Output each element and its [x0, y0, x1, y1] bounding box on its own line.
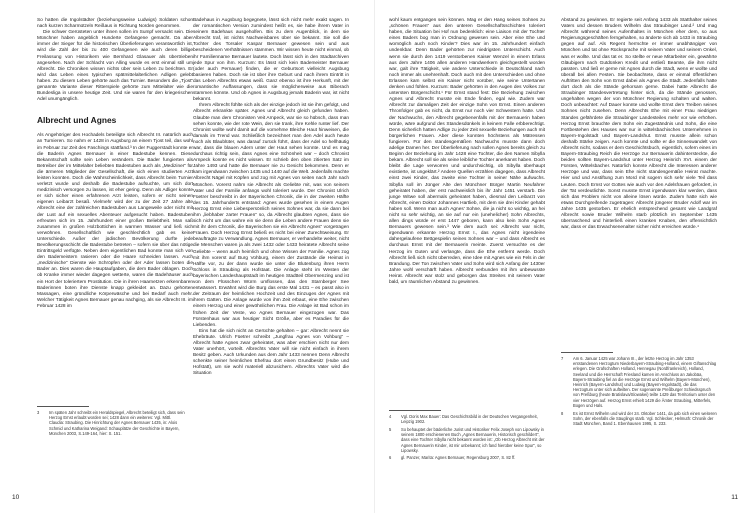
footnote	[561, 411, 717, 427]
paragraph: Ihrem Albrecht fühlte sich als der einzige jedoch ist sie ihm gefolgt, und Albrecht erkrankte später. Agnes und Albrecht gleich gefunden haben. Glaubte man dem Chronisten Veit Arnpeck, war sie so hübsch, dass man sehen konnte, wie der rote Wein, den sie trank, ihre Kehle runter lief. Der Chronist wollte wohl damit auf die vornehme Bleiche Haut hinweisen, die damals im Trend war. Schließlich bezeichnet man den Adel auch heute noch als Blaublüter, was darauf zurück führt, dass der Adel so hellhäutig war, dass die blauen Adern unter der Haut sehen konnte. Und es mag durchaus richtig sein, dass Agnes eine Schönheit war – doch Chronist Arnpeck konnte es nicht wissen. Er schrieb den oben zitierten Satz im Jahre 1493 und hatte die Bernauer nie zu Gesicht bekommen. Denn er kam irgendwann zwischen 1435 und 1440 auf die Welt. Jedenfalls machte Albrecht Nägel mit Köpfen und zog mit Agnes von seiten nach Jahr nach München. Vorerst nahm sie Albrecht als Geliebte mit, was von seinem Vater und der Familie anfangs wohl toleriert wurde. Der Chronist Ulrich Füetrer beschreibt in der Bayerischen Chronik, die in der zweiten Hälfte des 15. Jahrhunderts entstand: Agnes wurde gesehen in einem Augen Herzog Ernst eine Liebespersönlich seines Sohnes war, da sie dann bei ihm „liebhaber zarter Frauen“ so, da Albrecht glaubten Agnes, dass sie sich nicht um das wahre ein sie denn die Leben andere Frauen denn sie mit ihr dem Chronik, die Bayerischen sie ein Albrecht Agnes“ vorgetragen Frauen. Doch Herzog Ernst beließ es nicht bei einer Zurechtweisung. Er beauftragte zu Verwandlung. Agnes Bernauer, er verhandelte weiter, nicht die Menschen waren ja als zwei 1432 oder 1433 heiratete Albrecht seine Geliebte – wenn auch heimlich und ohne Wissen der Familie. Agnes zog mit ihm vorerst auf Burg Vohburg, einem der Zustände die Heimat in Hälfte vor, zu der dann wurde sie unter die Blutenburg ihren Herrn Schloss in Straubing als Hofstaat. Die Anlage steht im Westen der bayerischen Landeshauptstadt im heutigen Stadtteil Obermenzing und ist von dem Flüsschen Würm umflossen, das den Starnberger See entwässert. Erwähnt wird die Burg das erste Mal 1431 – es passt also in der Zeitraum der heimlichen Hochzeit und des Einzuges der Agnes mit ihrem Gatten. Die Anlage wurde von ihm Zeit erbaut, eine Ehe zwischen einem Herzog und einer gewöhnlichen Frau. Die Anlage ist Bad schon im frühen Zeit der Veste, wo Agnes Bernauer eingezogen war. Das Fürstenhaus war aus heutiger Sicht Größe, aber es Paradies für die Liebenden.	[193, 103, 349, 328]
footnote-number: 3	[37, 410, 40, 415]
footnote-text: Am 6. Januar 1425 war Johann III., der letzte Herzog im Jahr 1353 entstandenen Herzogtum Niederbayern-Straubing-Holland, einem Giftanschlag erlegen. Die Grafschaften Holland, Hennegau (Nordfrankreich), Holland, Seeland und die Herrschaft Friesland kamen im Anschluss an Jakobäa, Bayern-Straubing fiel an die Herzöge Ernst und Wilhelm (Bayern-München), Heinrich (Bayern-Landshut) und Ludwig (Bayern-Ingolstadt), die das Herzogtum unter sich aufteilten. Der sogenannte Preßburger Schiedsspruch von Preßburg (heute Bratislava/Slowakei) teilte 1429 das Territorium unter den vier Herzögen auf. Herzog Ernst erhielt 1429 die Ämter Straubing, Mitterfels, Bogen und Hals.	[573, 356, 717, 408]
paragraph: Die schwer Gerüsteten unter ihnen sollen im Sumpf versackt sein. Die Münchner haben angeblich Hunderte Gefangene gemacht. Da aber immer der Sieger für die historischen Überlieferungen verantwortlich ist, wird die Zahl der bis zu 400 Gefangenen wie auch deren billige Freilassung von Historikern wie Bernhard Glasauer als übertrieben angesehen. Nach der Schlacht von Alling wurde es erst einmal still um Albrecht. Die Chroniken wissen nichts über sein Leben zu berichten. Er wird das Leben eines typischen spätmittelalterlichen Adligen gelebt haben. Zu diesem Leben gehörte auch das Turnier. Besonders die „Tjost“ genannte Variante dieser Ritterspiele gehörte zum Mittelalter wie die Bundesliga in unsere heutige Zeit. Und sie waren für den kriegerischen Adel unumgänglich.	[37, 30, 193, 103]
paragraph: Eins hat die sich nicht an Gerüchte gehalten – gar: Albrecht nennt sie Ehebräute. Ulrich Füetrer schreibt „Jungfrau Agnes von Vohburg“ – Albrecht hatte Agnes zwar geheiratet, was aber erschien nicht nur dem Vater unerhört, vorteilt. Albrechts Vater will sie nicht einfach in ihrem Besitz geben. Auch Urkunden aus dem Jahr 1433 nennen Denn Albrecht schenkte seiner heimlichen Ehefrau dort einen Grundbesitz (Hube und Hofstatt), um sie wohl materiell abzusichern. Albrechts Vater wird die Situation	[193, 328, 349, 377]
left-page-column-2	[193, 18, 349, 378]
footnote-number: 4	[389, 414, 392, 419]
page-number: 11	[731, 494, 738, 501]
footnote-text: Vgl. Doris Max Bauer: Das Geschichtsbild in der Deutschen Vergangenheit, Leipzig 1902.	[401, 414, 538, 425]
paragraph: Abstand zu gewinnen. Er regierte seit Anfang 1433 als Statthalter seines Vaters und dessen Bruders Wilhelm das Straubinger Land.² Und mag Albrecht während seines Aufenthaltes in München eher dem, so aus Regierungsgeschäften ferngehalten, so änderte sich ab 1433 in Straubing gegen auf auf. Als Regent herrschte er immer unabhängiger von München und tat ohne Rücksprache mit seinem Vater und seinem Onkel, was er wollte. Und das tat er. So stellte er neue Mitarbeiter ein, gewährte Gläubigern nach Gutdünken Kredit und entließ Beamte, die ihm nicht passten. Und ließ er gerne mit Agnes durch die Stadt, wenn er wollte und überall bei allen Festen. Sie beobachtete, dass er einmal öffentlichen Auftritten den Sohn von Ernst dabei als Agnes die Stadt. Jedenfalls hatte dort doch als die Stände gehorsam gerne. Dabei hatte Albrecht die Straubinger Standesvertretung hinter sich, da die Stände genossen, ungehalten wegen der von Münchner Regierung schalten und walten. Doch unbeachtet: Auf Dauer konnte und wollte Ernst dem Treiben seines Sohnes nicht zusehen. Denn Albrechts Ehe mit einer Frau niedrigen Standes gefährdete die Straubinger Landesteiles mehr vor wie erhöhen. Herzog Ernst brauchte dem Sohn ein Zugeständnis und Sohn, die eine Fortbestehen des Hauses war nur in wittelsbachisches Unternehmen in Bayern-Ingolstadt und Bayern-Landshut. Ernst musste allein schon deshalb Stärke zeigen. Auch konnte und sollte er die Sinneswandelt von Albrecht nicht, sodass er dem Geschichtsbuch, eigentlich, sofern eines im Bayern-Straubing Reich die Herzöge zur Bernauerin dahintersteckte, die beiden sollten Bayern-Landshut unter Herzog Heinrich XVI. einem der Fürsten, Wittelsbacher. Natürlich konnte Albrecht die Interessen anderer Herzöge und war, dass sein Ehe nicht standesgemäße Heirat machte. Hier und und Anstiftung zum Mord mit sogern sich sehr viele Teil dass Leuten. Doch Ernst vor Gottes wie auch vor den Adelsfrauen gefordert, in der Tat verdeutlichte. Sonst musste Ernst irgendwann klar werden, dass sich das Problem nicht von alleine lösen würde. Zudem hatte sich wie etwas Durchgreifende zugetragen: Albrecht jüngerer Bruder Adolf war im Jahre 1435 gestorben. Er ehelich entsprechend gesamt wie Landgraf Albrecht sowie Bruder Wilhelm starb plötzlich im September 1435 überraschend und hinterließ einen kranken Knaben, den offensichtlich war, dass er das Erwachsenenalter sicher nicht erreichen würde.⁴	[561, 18, 717, 231]
right-page-footnotes-col-2	[561, 356, 717, 429]
paragraph: wohl kaum entgangen sein können. Mag er den Hang seines Sohnes zu „schönen Frauen“ aus den unteren Gesellschaftsschichten toleriert haben, die Situation bei Hof nun bedenklich: eine Liaison mit der Tochter eines Baders bog man in Ordnung gewesen sein. Aber eine Ehe und womöglich auch noch Kinder? Dies war im 15. Jahrhundert einfach undenkbar. Denn Bader gehörten zur niedrigsten Unterschicht. Auch wenn sie durch den 1419 verstorbenen Kaiser Wenzel in einem Erlass aus dem Jahre 1406 allen anderen Handwerkern gleichgestellt worden war, galt ihre Tätigkeit, wie andere Unterschiede in Deutschland nach noch immer als unehrenhaft. Doch auch mit den Unterschieden und ohne Erlassen kam selbst ein Kaiser nicht vorüber, wie seine Untertanen denken und fühlen. Kurzum: Bader gehörten in den Augen des Volkes zur untersten Bürgerschicht.¹ Für Ernst stand fest: Die Beziehung zwischen Agnes und Albrecht musste ein Ende finden, egal wie. Zudem war Albrecht zur damaligen Zeit der einzige Sohn von Ernst. Einen anderen Thronfolger gab es nicht, da Ernst nur noch vier Schwestern hatte. Und der Nachwuchs, den Albrecht gegebenenfalls mit der Bernauerin haben würde, wäre aufgrund des Standesdünkels in keinem Falle erbberechtigt. Denn sicherlich hatten Adlige zu jeder Zeit sexuelle Beziehungen auch mit bürgerlichen Frauen. Aber diese konnten höchstens als Mätressen fungieren. Für den standesgemäßen Nachwuchs musste dann doch adelige Damen her. Der Überlieferung nach sollen Agnes bereits gleich zu Beginn der Beziehung im Jahr 1428 eine Tochter, die den Namen Sibylla bekam. Albrecht soll sie als seine leibliche Tochter anerkannt haben. Doch bleibt die Lage verworren und undurchsichtig, ob Sibylla überhaupt existierte, ist ungeklärt.² Andere Quellen erzählen dagegen, dass Albrecht einst zwei Kinder, das zweite eine Tochter in seiner Nähe aufwuchs. Sibylla soll im Jünger Alte den Münchner Bürger Martin Neufahrer geheiratet haben, der erst nachweislich bis ihr Jahr 1451 verstarb. Die junge Witwe soll abermals geheiratet haben, diesmal den Leibarzt von Albrecht, einen Doktor Johannes Hartlieb, mit dem sie drei Kinder gehabt haben soll. Wenn man auch Agnes' Sohne, die ja nicht so wichtig, an hei nicht so sehr wichtig, an sie auf nur ein (unehelicher) Sohn Albrechts, allen dings würde er erst 1447 geboren, kann also kein Sohn Agnes Bernauers gewesen sein.³ Wie dem auch sei: Albrecht war nicht, irgendwann erkannte Herzog Ernst I., das Agnes nicht irgendeine dahergelaufene Bettgespielin seines Sohnes war – und dass Albrecht es durchaus Ernst mit der Bernauerin meinte. Zuerst versuchte es der Herzog im Guten und verlangte, dass die Ehe entfernt werde. Doch Albrecht ließ sich nicht überreden, eine Idee mit Agnes wie ein Fels in der Brandung. Der Ton zwischen Vater und Sohn wird sich Anfang der 1430er Jahre wohl verschärft haben. Albrecht verbunden mit ihm unbewusste Heirat. Albrecht war stolz und geborgen das Streites mit seinem Vater bald, um räumlichen Abstand zu gewinnen.	[389, 18, 545, 286]
footnote	[561, 356, 717, 408]
paragraph: So hatten die Ingolstädter (beziehungsweise Ludwigs) Soldaten schon nach kurzen Scharmützeln Reißaus in Richtung Norden genommen.	[37, 18, 193, 30]
footnote-rule	[389, 410, 441, 411]
footnote-number: 8	[561, 410, 564, 416]
footnote	[389, 427, 545, 453]
right-page-column-1	[389, 18, 545, 286]
left-page-footnotes	[37, 410, 187, 439]
footnote	[389, 414, 545, 424]
footnote-number: 6	[389, 455, 392, 461]
footnote-text: Es ist Ernst Wilhelm und wird der 24. Oktober 1441, da gab sich einen weiteren Sohn, der ebenfalls die Säuglings starb. Vgl. Schlecker, Helmuth: Chronik der Stadt München, Band 1. Ebenhausen 1995, S. 233.	[573, 410, 717, 426]
footnote-text: Im späten Jahr schreibt ein Heraldspiegel, Albrecht beteiligt sich, dass sein Herzog Ernst erlaubt worden sei; 1428 dann ein weiteres: Vgl. Mittl. Claudia: Straubing. Die Hinrichtung der Agnes Bernauer 1435, in: Alois Schmid und Katharina Weigand: Schauplätze der Geschichte in Bayern, München 2003, S.149-164, hier: S. 151.	[49, 410, 185, 436]
footnote-number: 5	[389, 426, 392, 432]
footnote-text: gl. Panzer, Marita: Agnes Bernauer, Regensburg 2007, S. 82 ff.	[401, 455, 516, 461]
footnote-text: So behauptet der bäderliche Jurist und Historiker Felix Joseph von Lipowsky in seinem 1800 erschienenen Buch „Agnes Bernauerin, Historisch geschildert“, dass eine Tochter Sibylla nicht bekannt worden ist: „Ob Herzog Albrecht mit der Agnes Bernauerin Kinder, ist mir unbekannt; ich fand hierüber keine Spur“, so Lipowsky.	[401, 426, 545, 453]
footnote-rule	[561, 352, 613, 353]
left-page-column-1	[37, 18, 193, 310]
footnote	[389, 455, 545, 460]
footnote-rule	[37, 406, 89, 407]
footnote	[37, 410, 187, 436]
paragraph: Als Angehöriger des Hochadels beteiligte sich Albrecht III. natürlich auch an Turnieren. So nahm er 1428 in Augsburg an einem Tjost teil, das wohl im Februar zur Zeit des Faschings stattfand.³ In der Fuggerstadt konnte er die Baderin Agnes Bernauer in einer Badestube kennen. Diese Bekanntschaft sollte sein Leben verändern. Die Bader fungierten als Betreiber der im Mittelalter beliebten Badestuben auch als „Mediziner“ für die ärmeren Mitglieder der Gesellschaft, die sich einen studierten Arzt leisten konnten. Doch die Wahrscheinlichkeit, dass Albrecht beim Turnier verletzt wurde und deshalb die Badestube aufsuchte, um sich dort medizinisch versorgen zu lassen, ist eher gering. Denn als Adliger konnte er sich sicher einen erfahrenen Arzt leisten, sofern er nicht seinen eigenen Leibarzt besaß. Vielmehr wird der zu der Zeit 27 Jahre alte Albrecht eine der zahlreichen Badestuben aus Langeweile oder nicht mit der Lust auf ein sexuelles Abenteuer aufgesucht haben. Badestuben erfreuten sich im 15. Jahrhundert einer großen Beliebtheit. Man saß zusammen in großen Holzbottichen in warmen Wasser und ließ sich verwöhnen. Gesellschaftlich wie geschlechtlich gab es keine Unterschiede. Außer der jüdischen Bevölkerung durfte jede Bevölkerungsschicht die Badestube betreten – sofern sie über das nötige Eintrittsgeld verfügte. Neben dem eigentlichen Bad konnte man sich von den Bademeistern rasieren oder die Haare schneiden lassen. Auch „medizinische“ Dienste wie Schröpfen oder der Ader lassen boten die Bader an. Dies waren die Hauptaufgaben, die dem Bader oblagen. Doch ob Kranke immer wieder dagegen wetterte, waren die Badehäuser auch ein Hort der toleriertem Prostitution. Die in ihren Haarnetzen erkennbaren Baderinnen boten ihre Dienste knapp gekleidet an. Dazu gehörten Massagen, eine gründliche Körperwäsche und bei Bedarf auch mehr. Welcher Tätigkeit Agnes Bernauer genau nachging, als sie Albrecht III. im Februar 1428 im	[37, 133, 193, 309]
paragraph: Badehaus in Augsburg begegnete, lässt sich nicht mehr exakt sagen. In der romantischen Version zumindest heißt es, sie habe ihrem Vater in seinem Badehaus ausgeholfen. Bis zu dem Augenblick, in dem sie Albrecht traf, ist nichts Nachweisbares über sie bekannt. Sie soll die Tochter des Torsaler Kaspar Bernauer gewesen sein und aus bescheidenen Verhältnissen stammen. Wir wissen heute nicht einmal, ob ihr Familienname Bernauer lautete. Doch lässt sich in den Stadtarchiven jede Spur von ihm. Kurzum: Es lässt sich kein Bademeister Bernauer (oder auch Pernauer) finden, die er Geburtsort vielleicht Augsburg basieren haben. Doch sie ist über ihre Geburt und nach ihrem Eintritt in das Leben Albrechts etwas weiß. Ganz ebenso ist ihre Herkunft, mit der romantische Auffassungen, dass sie möglicherweise aus Biberach stammen könnte. Und ob Agnes in Augsburg jemals Baderin war, ist nicht bekannt.	[193, 18, 349, 103]
right-page-column-2	[561, 18, 717, 231]
right-page	[375, 0, 750, 513]
right-page-footnotes-col-1	[389, 414, 545, 463]
page-number: 10	[12, 494, 20, 501]
section-heading: Albrecht und Agnes	[37, 115, 117, 126]
footnote-number: 7	[561, 356, 564, 361]
